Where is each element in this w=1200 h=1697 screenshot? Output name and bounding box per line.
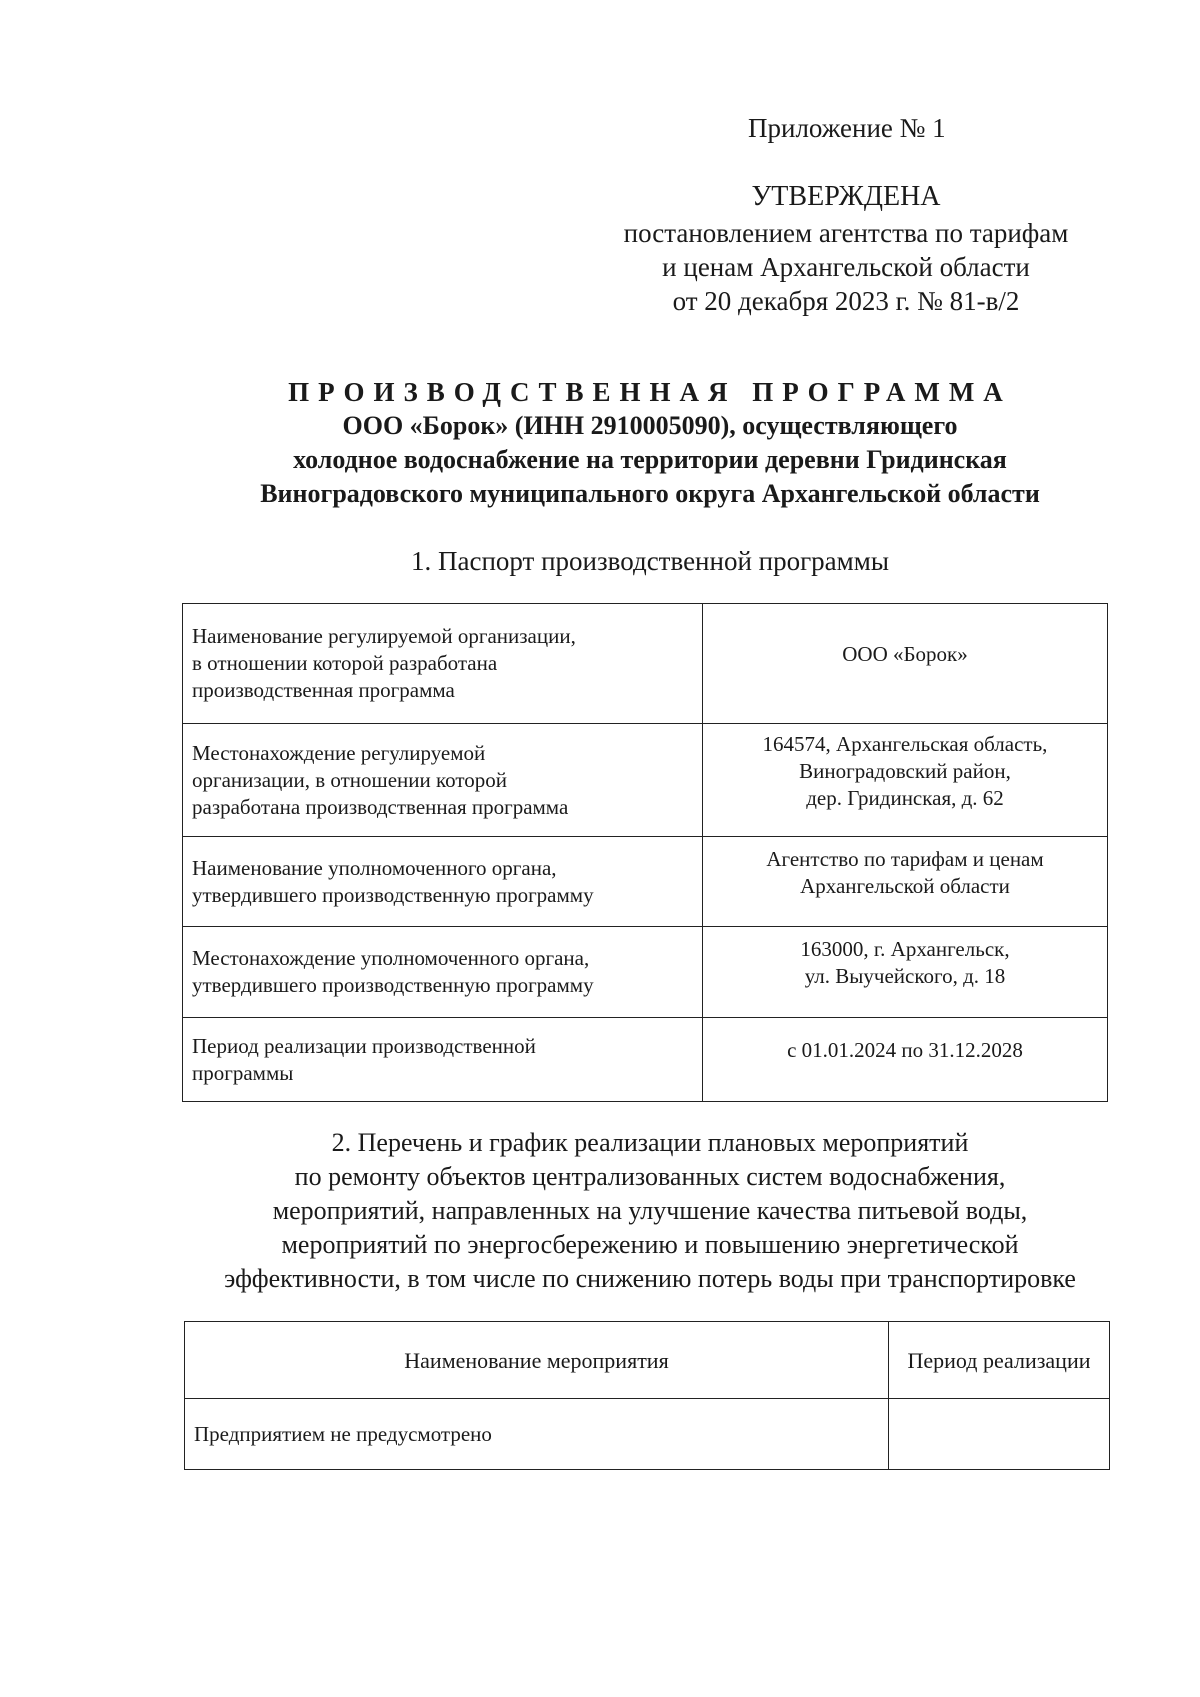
section2-heading-line: по ремонту объектов централизованных систем водоснабжения, <box>294 1162 1006 1191</box>
passport-value: с 01.01.2024 по 31.12.2028 <box>703 1018 1108 1102</box>
title-line: ООО «Борок» (ИНН 2910005090), осуществляющего <box>342 411 958 440</box>
section2-heading-line: эффективности, в том числе по снижению потерь воды при транспортировке <box>224 1264 1076 1293</box>
table-row <box>183 1018 1108 1102</box>
approval-line: постановлением агентства по тарифам <box>623 218 1069 248</box>
passport-table <box>182 603 1108 1102</box>
section1-heading: 1. Паспорт производственной программы <box>411 546 889 576</box>
column-header-name: Наименование мероприятия <box>185 1322 889 1399</box>
passport-label: Местонахождение регулируемой организации, в отношении которой разработана производственная программа <box>183 724 703 837</box>
title-line: холодное водоснабжение на территории деревни Гридинская <box>293 445 1007 474</box>
title-line: ПРОИЗВОДСТВЕННАЯ ПРОГРАММА <box>288 377 1012 407</box>
passport-label: Местонахождение уполномоченного органа, утвердившего производственную программу <box>183 927 703 1018</box>
section2-heading <box>150 1126 1150 1296</box>
document-title <box>150 375 1150 511</box>
approval-stamp <box>606 180 1086 318</box>
table-row <box>183 927 1108 1018</box>
passport-label: Период реализации производственной программы <box>183 1018 703 1102</box>
passport-label: Наименование регулируемой организации, в отношении которой разработана производственная программа <box>183 604 703 724</box>
section2-heading-line: мероприятий по энергосбережению и повышению энергетической <box>281 1230 1019 1259</box>
section2-heading-line: 2. Перечень и график реализации плановых мероприятий <box>331 1128 969 1157</box>
passport-value: 163000, г. Архангельск, ул. Выучейского, д. 18 <box>703 927 1108 1018</box>
appendix-label: Приложение № 1 <box>748 113 946 143</box>
column-header-period: Период реализации <box>889 1322 1110 1399</box>
measure-period <box>889 1399 1110 1470</box>
section2-heading-line: мероприятий, направленных на улучшение качества питьевой воды, <box>272 1196 1028 1225</box>
measure-name: Предприятием не предусмотрено <box>185 1399 889 1470</box>
table-row <box>183 837 1108 927</box>
passport-value: ООО «Борок» <box>703 604 1108 724</box>
passport-value: 164574, Архангельская область, Виноградовский район, дер. Гридинская, д. 62 <box>703 724 1108 837</box>
table-header-row <box>185 1322 1110 1399</box>
approval-heading: УТВЕРЖДЕНА <box>751 181 941 212</box>
table-row <box>183 724 1108 837</box>
approval-line: и ценам Архангельской области <box>662 252 1030 282</box>
passport-label: Наименование уполномоченного органа, утвердившего производственную программу <box>183 837 703 927</box>
passport-value: Агентство по тарифам и ценам Архангельской области <box>703 837 1108 927</box>
approval-line: от 20 декабря 2023 г. № 81-в/2 <box>672 286 1020 316</box>
table-row <box>185 1399 1110 1470</box>
title-line: Виноградовского муниципального округа Архангельской области <box>260 479 1040 508</box>
measures-table <box>184 1321 1110 1470</box>
table-row <box>183 604 1108 724</box>
